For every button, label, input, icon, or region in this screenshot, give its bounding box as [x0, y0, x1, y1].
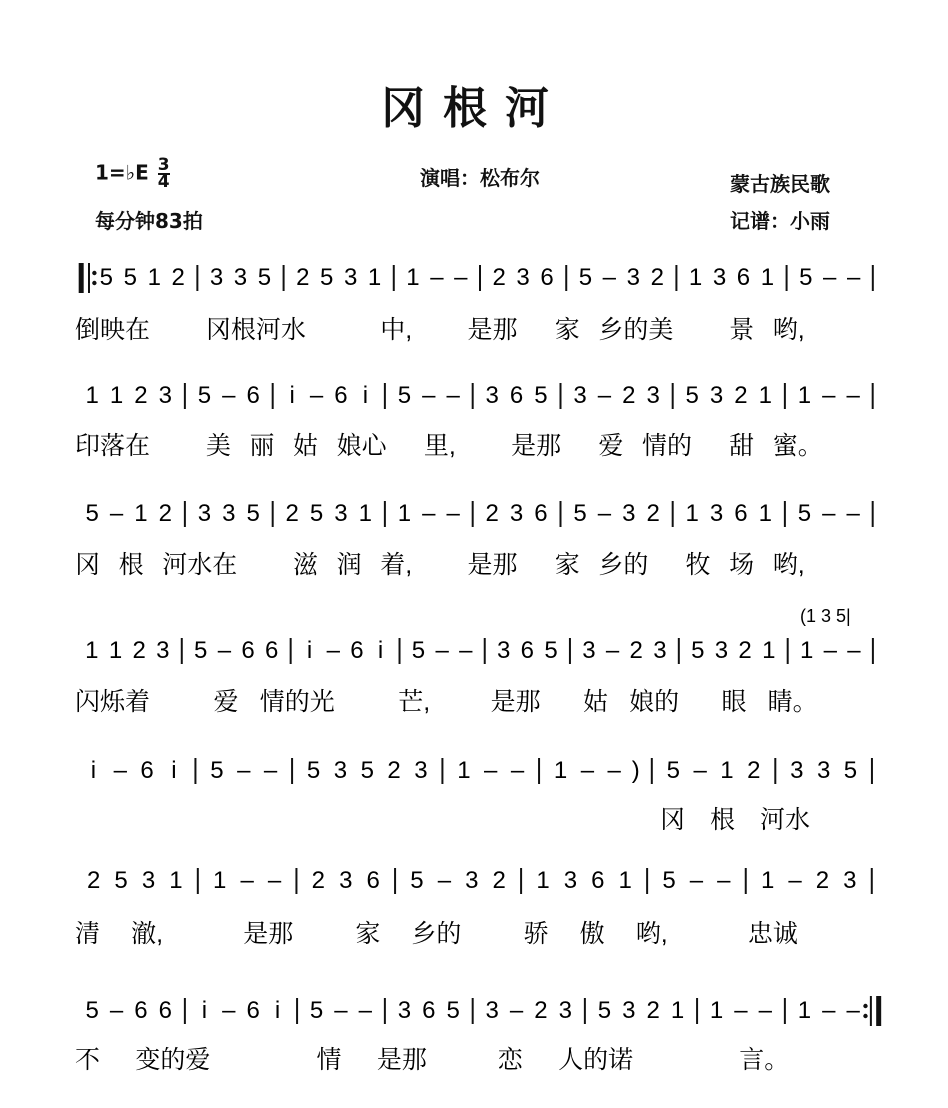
note-digit: 6: [334, 382, 348, 409]
note-digit: 2: [492, 264, 506, 291]
note-digit: 3: [339, 867, 353, 894]
note-digit: –: [822, 997, 836, 1024]
note-digit: 2: [492, 867, 506, 894]
note-digit: 1: [758, 382, 773, 409]
lyric-word: 印落在: [75, 432, 151, 460]
note-digit: 2: [738, 637, 752, 664]
song-title: 冈根河: [381, 83, 567, 134]
note-digit: 5: [99, 264, 114, 291]
note-digit: 1: [797, 997, 812, 1024]
note-digit: 3: [714, 637, 729, 664]
note-digit: 5: [691, 637, 705, 664]
note-digit: 1: [147, 264, 161, 291]
note-digit: –: [823, 637, 837, 664]
lyric-word: 家: [355, 920, 381, 948]
note-digit: 5: [662, 867, 676, 894]
note-digit: 5: [210, 757, 224, 784]
lyric-word: 蜜。: [772, 432, 823, 460]
note-digit: –: [689, 867, 704, 894]
lyric-word: 是那: [490, 688, 541, 716]
note-digit: 2: [534, 997, 548, 1024]
lyric-word: 冈: [660, 806, 686, 834]
note-digit: 5: [197, 382, 212, 409]
lyric-word: 乡的: [598, 551, 649, 579]
note-digit: 1: [358, 500, 373, 527]
note-digit: 5: [446, 997, 460, 1024]
note-digit: 6: [520, 637, 535, 664]
note-digit: –: [580, 757, 595, 784]
note-digit: –: [446, 500, 460, 527]
note-digit: –: [217, 637, 232, 664]
note-digit: 6: [422, 997, 436, 1024]
note-digit: 6: [134, 997, 148, 1024]
note-digit: 3: [397, 997, 412, 1024]
note-digit: 2: [134, 382, 148, 409]
singer-credit: 演唱：松布尔: [420, 166, 540, 190]
lyric-word: 里,: [423, 432, 456, 460]
note-digit: 3: [233, 264, 248, 291]
note-digit: –: [430, 264, 444, 291]
note-digit: –: [846, 997, 860, 1024]
note-digit: 2: [646, 997, 660, 1024]
note-digit: 1: [109, 382, 124, 409]
lyric-word: 倒映在: [75, 316, 151, 344]
note-digit: 3: [485, 382, 499, 409]
note-digit: 1: [169, 867, 183, 894]
note-digit: 3: [222, 500, 236, 527]
note-digit: ): [631, 757, 640, 784]
note-digit: 6: [591, 867, 605, 894]
note-digit: 5: [573, 500, 587, 527]
note-digit: –: [326, 637, 340, 664]
note-digit: 2: [87, 867, 101, 894]
note-digit: –: [446, 382, 460, 409]
lyric-word: 乡的美: [598, 316, 674, 344]
lyric-word: 家: [554, 316, 580, 344]
note-digit: 3: [582, 637, 596, 664]
note-digit: 3: [516, 264, 530, 291]
note-digit: 3: [209, 264, 224, 291]
note-digit: 5: [309, 500, 324, 527]
note-digit: –: [422, 382, 436, 409]
time-numerator: 3: [157, 155, 170, 175]
note-digit: 1: [134, 500, 148, 527]
note-digit: –: [510, 757, 525, 784]
note-digit: 3: [790, 757, 804, 784]
lyric-word: 澈,: [131, 920, 164, 948]
lyric-word: 美: [205, 432, 231, 460]
note-digit: –: [222, 997, 236, 1024]
note-digit: 1: [108, 637, 123, 664]
note-digit: –: [846, 500, 860, 527]
note-digit: 1: [553, 757, 568, 784]
note-digit: 3: [414, 757, 428, 784]
lyric-word: 情: [316, 1046, 342, 1074]
key-label: 1=♭E: [95, 160, 149, 185]
note-digit: –: [309, 382, 324, 409]
note-digit: –: [435, 637, 449, 664]
lyric-word: 根: [710, 806, 736, 834]
lyric-word: 姑: [293, 432, 319, 460]
lyric-word: 傲: [579, 920, 605, 948]
note-digit: 1: [797, 382, 812, 409]
note-digit: 5: [578, 264, 593, 291]
note-digit: 3: [709, 382, 724, 409]
lyric-word: 变的爱: [135, 1046, 211, 1074]
note-digit: 5: [410, 867, 424, 894]
lyric-word: 是那: [376, 1046, 427, 1074]
note-digit: –: [509, 997, 524, 1024]
note-digit: 3: [485, 997, 499, 1024]
note-digit: 5: [320, 264, 334, 291]
note-digit: 1: [618, 867, 632, 894]
lyric-word: 情的光: [259, 688, 335, 716]
note-digit: 1: [688, 264, 703, 291]
lyric-word: 哟,: [635, 920, 668, 948]
note-digit: –: [734, 997, 748, 1024]
note-digit: 6: [366, 867, 380, 894]
note-digit: 3: [653, 637, 667, 664]
note-digit: 5: [306, 757, 321, 784]
note-digit: –: [846, 264, 861, 291]
lyric-word: 乡的: [411, 920, 462, 948]
lyric-word: 哟,: [772, 551, 805, 579]
lyric-word: 冈根河水: [205, 316, 306, 344]
note-digit: 2: [734, 382, 748, 409]
note-digit: 3: [197, 500, 212, 527]
note-digit: i: [171, 757, 177, 784]
note-digit: –: [222, 382, 236, 409]
repeat-start-sign: [81, 263, 96, 293]
lyric-word: 润: [336, 551, 362, 579]
note-digit: 5: [544, 637, 558, 664]
note-digit: 5: [257, 264, 272, 291]
note-digit: 3: [334, 500, 348, 527]
note-digit: i: [90, 757, 97, 784]
note-digit: 5: [85, 500, 99, 527]
note-digit: –: [334, 997, 348, 1024]
note-digit: 1: [760, 264, 775, 291]
note-digit: 3: [156, 637, 170, 664]
lyric-word: 丽: [249, 432, 275, 460]
note-digit: 1: [536, 867, 550, 894]
note-digit: 2: [815, 867, 830, 894]
note-digit: –: [454, 264, 468, 291]
note-digit: 3: [333, 757, 348, 784]
lyric-word: 甜: [729, 432, 755, 460]
note-digit: 3: [573, 382, 587, 409]
lyric-word: 恋: [497, 1046, 523, 1074]
note-digit: –: [693, 757, 707, 784]
repeat-end-sign: [863, 996, 878, 1026]
note-digit: –: [602, 264, 617, 291]
note-digit: 3: [709, 500, 724, 527]
lyric-word: 爱: [598, 432, 624, 460]
note-digit: 3: [622, 997, 636, 1024]
note-digit: 2: [622, 382, 636, 409]
note-digit: 5: [843, 757, 858, 784]
note-digit: –: [484, 757, 498, 784]
lyric-word: 哟,: [772, 316, 805, 344]
note-digit: 6: [158, 997, 173, 1024]
lyric-word: 是那: [243, 920, 294, 948]
lyric-word: 河水在: [162, 551, 238, 579]
lyric-word: 着,: [380, 551, 413, 579]
note-digit: 3: [816, 757, 831, 784]
note-digit: 3: [343, 264, 358, 291]
note-digit: –: [109, 500, 124, 527]
note-digit: 1: [85, 637, 99, 664]
note-digit: –: [263, 757, 278, 784]
note-digit: 1: [367, 264, 382, 291]
lyric-word: 言。: [739, 1046, 790, 1074]
lyric-word: 中,: [380, 316, 413, 344]
note-digit: 5: [360, 757, 374, 784]
note-digit: –: [437, 867, 452, 894]
lyric-word: 睛。: [767, 688, 818, 716]
note-digit: 2: [171, 264, 185, 291]
note-digit: 2: [650, 264, 664, 291]
note-digit: 5: [309, 997, 324, 1024]
lyric-word: 滋: [293, 551, 319, 579]
note-digit: 5: [597, 997, 612, 1024]
song-origin: 蒙古族民歌: [730, 172, 830, 196]
lyric-word: 场: [729, 551, 755, 579]
note-digit: –: [717, 867, 731, 894]
note-digit: 1: [406, 264, 420, 291]
note-digit: 5: [114, 867, 128, 894]
note-digit: –: [823, 264, 837, 291]
note-digit: 1: [457, 757, 471, 784]
note-digit: 3: [712, 264, 727, 291]
note-digit: –: [113, 757, 127, 784]
note-digit: 2: [158, 500, 173, 527]
lyric-word: 骄: [523, 920, 549, 948]
lyric-word: 姑: [582, 688, 608, 716]
note-digit: 1: [85, 382, 99, 409]
note-digit: 1: [670, 997, 685, 1024]
note-digit: 6: [736, 264, 751, 291]
lyric-word: 清: [75, 920, 101, 948]
note-digit: i: [377, 637, 384, 664]
note-digit: –: [597, 382, 612, 409]
note-digit: 5: [85, 997, 99, 1024]
note-digit: –: [822, 382, 836, 409]
note-digit: –: [422, 500, 436, 527]
note-digit: 5: [534, 382, 548, 409]
note-digit: i: [274, 997, 281, 1024]
note-digit: 1: [685, 500, 699, 527]
note-digit: 3: [843, 867, 857, 894]
lyric-word: 不: [75, 1046, 101, 1074]
note-digit: –: [597, 500, 612, 527]
note-digit: 3: [622, 500, 636, 527]
note-digit: 1: [758, 500, 773, 527]
time-denominator: 4: [157, 172, 170, 192]
lyric-word: 眼: [721, 688, 747, 716]
note-digit: 5: [666, 757, 680, 784]
note-digit: i: [289, 382, 295, 409]
note-digit: –: [758, 997, 773, 1024]
note-digit: –: [847, 637, 861, 664]
note-digit: 1: [397, 500, 412, 527]
note-digit: 3: [563, 867, 578, 894]
note-digit: 1: [762, 637, 776, 664]
note-digit: 2: [296, 264, 310, 291]
interlude-marking: (1 3 5|: [800, 606, 851, 626]
note-digit: 3: [558, 997, 573, 1024]
note-digit: i: [362, 382, 369, 409]
transcriber-credit: 记谱：小雨: [730, 209, 830, 233]
note-digit: –: [459, 637, 473, 664]
lyric-word: 家: [554, 551, 580, 579]
note-digit: 5: [799, 264, 813, 291]
note-digit: 3: [141, 867, 156, 894]
note-digit: 6: [509, 382, 524, 409]
note-digit: 6: [241, 637, 255, 664]
note-digit: 6: [265, 637, 279, 664]
note-digit: 2: [311, 867, 326, 894]
note-digit: i: [201, 997, 208, 1024]
note-digit: 2: [387, 757, 401, 784]
lyric-word: 娘心: [336, 432, 387, 460]
note-digit: –: [358, 997, 373, 1024]
note-digit: 5: [123, 264, 137, 291]
note-digit: 5: [246, 500, 260, 527]
lyric-word: 是那: [467, 551, 518, 579]
note-digit: 3: [509, 500, 524, 527]
lyric-word: 冈: [75, 551, 101, 579]
note-digit: 1: [760, 867, 775, 894]
note-digit: –: [240, 867, 254, 894]
lyric-word: 牧: [685, 551, 711, 579]
note-digit: 2: [132, 637, 146, 664]
note-digit: –: [607, 757, 621, 784]
note-digit: 5: [411, 637, 426, 664]
note-digit: 3: [646, 382, 660, 409]
lyric-word: 是那: [511, 432, 562, 460]
lyric-word: 娘的: [629, 688, 680, 716]
lyric-word: 景: [729, 316, 755, 344]
note-digit: 2: [646, 500, 660, 527]
note-digit: 3: [496, 637, 511, 664]
lyric-word: 爱: [213, 688, 239, 716]
note-digit: 2: [629, 637, 643, 664]
note-digit: i: [306, 637, 313, 664]
note-digit: –: [846, 382, 860, 409]
note-digit: –: [109, 997, 124, 1024]
note-digit: –: [237, 757, 251, 784]
note-digit: –: [788, 867, 802, 894]
note-digit: 5: [397, 382, 412, 409]
note-digit: 1: [799, 637, 814, 664]
note-digit: 6: [734, 500, 748, 527]
note-digit: 5: [797, 500, 812, 527]
note-digit: 2: [747, 757, 761, 784]
note-digit: –: [822, 500, 836, 527]
note-digit: 6: [140, 757, 154, 784]
tempo-marking: 每分钟83拍: [95, 209, 203, 233]
lyric-word: 芒,: [398, 688, 431, 716]
note-digit: 6: [246, 997, 260, 1024]
note-digit: 1: [213, 867, 227, 894]
note-digit: 6: [540, 264, 554, 291]
note-digit: 6: [350, 637, 364, 664]
note-digit: –: [267, 867, 282, 894]
lyric-word: 是那: [467, 316, 518, 344]
note-digit: 6: [246, 382, 260, 409]
note-digit: 2: [485, 500, 499, 527]
note-digit: 1: [709, 997, 724, 1024]
lyric-word: 忠诚: [747, 920, 798, 948]
lyric-word: 闪烁着: [75, 688, 151, 716]
note-digit: 1: [720, 757, 734, 784]
note-digit: 3: [465, 867, 479, 894]
note-digit: 6: [534, 500, 548, 527]
lyric-word: 根: [118, 551, 144, 579]
note-digit: 2: [285, 500, 299, 527]
note-digit: 3: [158, 382, 173, 409]
note-digit: 5: [685, 382, 699, 409]
note-digit: 5: [194, 637, 208, 664]
lyric-word: 情的: [641, 432, 692, 460]
note-digit: –: [605, 637, 620, 664]
note-digit: 3: [626, 264, 640, 291]
lyric-word: 人的诺: [558, 1046, 634, 1074]
lyric-word: 河水: [760, 806, 811, 834]
